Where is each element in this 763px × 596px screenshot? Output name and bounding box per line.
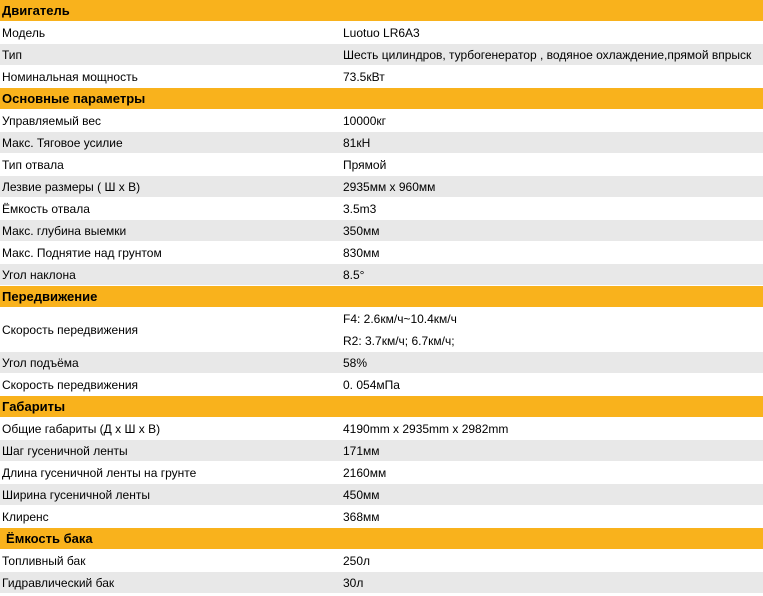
row-label: Макс. Тяговое усилие bbox=[2, 135, 123, 150]
section-movement bbox=[0, 286, 763, 308]
table-row bbox=[0, 242, 763, 264]
table-row bbox=[0, 66, 763, 88]
row-label: Общие габариты (Д x Ш x В) bbox=[2, 421, 161, 436]
row-label: Длина гусеничной ленты на грунте bbox=[2, 465, 197, 480]
row-value: 3.5m3 bbox=[343, 201, 377, 216]
row-value: 73.5кВт bbox=[343, 69, 385, 84]
table-row bbox=[0, 462, 763, 484]
section-main bbox=[0, 88, 763, 110]
row-label: Ёмкость отвала bbox=[2, 201, 90, 216]
row-label: Тип bbox=[2, 47, 23, 62]
speed-forward: F4: 2.6км/ч~10.4км/ч bbox=[343, 311, 457, 326]
table-row bbox=[0, 418, 763, 440]
row-label: Модель bbox=[2, 25, 46, 40]
row-label: Управляемый вес bbox=[2, 113, 102, 128]
table-row bbox=[0, 264, 763, 286]
row-value: 0. 054мПа bbox=[343, 377, 400, 392]
row-value: Luotuo LR6A3 bbox=[343, 25, 420, 40]
table-row bbox=[0, 110, 763, 132]
row-label: Макс. Поднятие над грунтом bbox=[2, 245, 162, 260]
row-value: Шесть цилиндров, турбогенератор , водяное охлаждение,прямой впрыск bbox=[343, 47, 752, 62]
table-row bbox=[0, 572, 763, 594]
table-row bbox=[0, 132, 763, 154]
table-row bbox=[0, 352, 763, 374]
row-value: 450мм bbox=[343, 487, 380, 502]
table-row bbox=[0, 374, 763, 396]
section-engine bbox=[0, 0, 763, 22]
table-row bbox=[0, 22, 763, 44]
table-row bbox=[0, 44, 763, 66]
section-tank bbox=[0, 528, 763, 550]
speed-reverse: R2: 3.7км/ч; 6.7км/ч; bbox=[343, 333, 455, 348]
section-title: Габариты bbox=[2, 399, 66, 414]
row-label: Топливный бак bbox=[2, 553, 86, 568]
section-title: Передвижение bbox=[2, 289, 98, 304]
row-value: Прямой bbox=[343, 157, 387, 172]
row-value: 250л bbox=[343, 553, 371, 568]
row-label: Скорость передвижения bbox=[2, 322, 139, 337]
row-label: Клиренс bbox=[2, 509, 49, 524]
row-label: Ширина гусеничной ленты bbox=[2, 487, 150, 502]
table-row bbox=[0, 484, 763, 506]
row-label: Тип отвала bbox=[2, 157, 64, 172]
row-label: Скорость передвижения bbox=[2, 377, 139, 392]
row-label: Угол подъёма bbox=[2, 355, 79, 370]
table-row bbox=[0, 308, 763, 352]
table-row bbox=[0, 550, 763, 572]
section-title: Основные параметры bbox=[2, 91, 146, 106]
table-row bbox=[0, 198, 763, 220]
section-dims bbox=[0, 396, 763, 418]
table-row bbox=[0, 506, 763, 528]
row-value bbox=[341, 308, 763, 352]
row-label: Лезвие размеры ( Ш x В) bbox=[2, 179, 141, 194]
table-row bbox=[0, 220, 763, 242]
row-value: 2935мм x 960мм bbox=[343, 179, 436, 194]
row-value: 2160мм bbox=[343, 465, 387, 480]
table-row bbox=[0, 440, 763, 462]
row-label: Номинальная мощность bbox=[2, 69, 138, 84]
section-title: Ёмкость бака bbox=[6, 531, 93, 546]
section-title: Двигатель bbox=[2, 3, 70, 18]
table-row bbox=[0, 176, 763, 198]
row-value: 8.5° bbox=[343, 267, 365, 282]
row-value: 4190mm x 2935mm x 2982mm bbox=[343, 421, 509, 436]
table-row bbox=[0, 154, 763, 176]
row-value: 171мм bbox=[343, 443, 380, 458]
row-value: 10000кг bbox=[343, 113, 386, 128]
row-value: 830мм bbox=[343, 245, 380, 260]
row-label: Шаг гусеничной ленты bbox=[2, 443, 128, 458]
row-label: Макс. глубина выемки bbox=[2, 223, 127, 238]
row-label: Угол наклона bbox=[2, 267, 76, 282]
row-value: 58% bbox=[343, 355, 368, 370]
row-value: 350мм bbox=[343, 223, 380, 238]
row-value: 30л bbox=[343, 575, 364, 590]
row-value: 368мм bbox=[343, 509, 380, 524]
row-label: Гидравлический бак bbox=[2, 575, 115, 590]
row-value: 81кН bbox=[343, 135, 371, 150]
